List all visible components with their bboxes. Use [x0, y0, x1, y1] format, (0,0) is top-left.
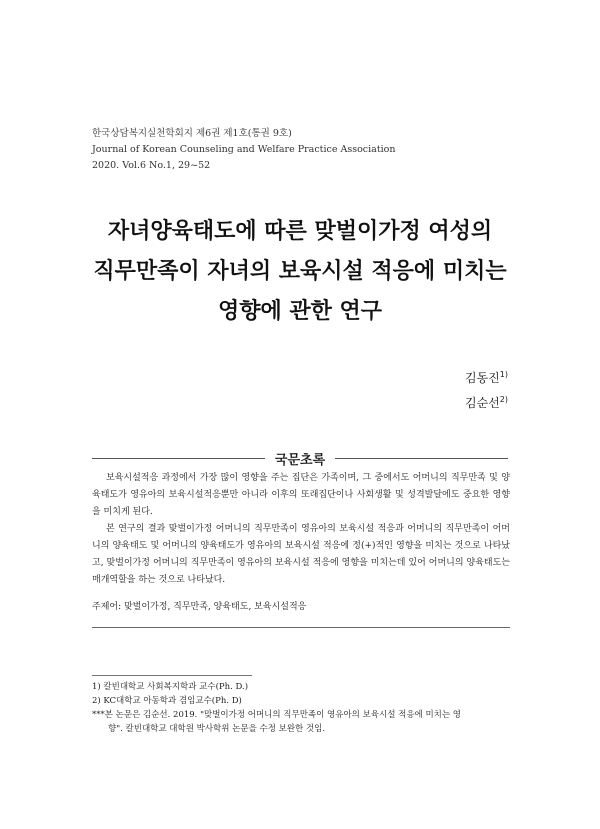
- journal-issue: 2020. Vol.6 No.1, 29~52: [92, 160, 211, 171]
- author-2-name: 김순선: [465, 396, 500, 410]
- footnote-3-line-2: 향". 칼빈대학교 대학원 박사학위 논문을 수정 보완한 것임.: [108, 724, 326, 734]
- title-line-2: 직무만족이 자녀의 보육시설 적응에 미치는: [93, 259, 507, 284]
- footnote-3-line-1: ***본 논문은 김순선. 2019. "맞벌이가정 어머니의 직무만족이 영유아의 보육시설 적응에 미치는 영: [92, 710, 462, 720]
- heading-rule-left: [92, 458, 265, 459]
- title-line-1: 자녀양육태도에 따른 맞벌이가정 여성의: [107, 219, 493, 244]
- abstract-heading-label: 국문초록: [274, 452, 326, 468]
- footnote-1: 1) 칼빈대학교 사회복지학과 교수(Ph. D.): [92, 682, 249, 692]
- journal-korean-name: 한국상담복지실천학회지 제6권 제1호(통권 9호): [92, 128, 292, 139]
- footnote-rule: [92, 675, 252, 676]
- paper-title: [60, 212, 540, 332]
- abstract-paragraph-2: 본 연구의 결과 맞벌이가정 어머니의 직무만족이 영유아의 보육시설 적응과 어머니의 직무만족이 어머니의 양육태도 및 어머니의 양육태도가 영유아의 보육시설 적응에 정(+)적인 영향을 미치는 것으로 나타났고, 맞벌이가정 어머니의 직무만족이 영유아의 보육시설 적응에 영향을 미치는데 있어 어머니의 양육태도는 매개역할을 하는 것으로 나타났다.: [92, 524, 510, 585]
- author-1: [465, 364, 508, 389]
- author-list: [465, 364, 508, 414]
- author-1-name: 김동진: [465, 371, 500, 385]
- abstract-bottom-rule: [92, 627, 510, 628]
- keywords: 주제어: 맞벌이가정, 직무만족, 양육태도, 보육시설적응: [92, 602, 307, 612]
- footnotes: [92, 680, 512, 736]
- journal-english-name: Journal of Korean Counseling and Welfare Practice Association: [92, 144, 396, 155]
- abstract-body: [92, 470, 510, 589]
- heading-rule-right: [335, 458, 508, 459]
- footnote-2: 2) KC대학교 아동학과 겸임교수(Ph. D): [92, 696, 242, 706]
- author-2: [465, 389, 508, 414]
- author-2-mark: 2): [499, 395, 508, 404]
- abstract-paragraph-1: 보육시설적응 과정에서 가장 많이 영향을 주는 집단은 가족이며, 그 중에서도 어머니의 직무만족 및 양육태도가 영유아의 보육시설적응뿐만 아니라 이후의 또래집단이나 사회생활 및 성격발달에도 중요한 영향을 미치게 된다.: [92, 473, 510, 517]
- author-1-mark: 1): [499, 370, 508, 379]
- title-line-3: 영향에 관한 연구: [217, 299, 383, 324]
- journal-header: [92, 126, 396, 174]
- abstract-heading: [92, 448, 508, 468]
